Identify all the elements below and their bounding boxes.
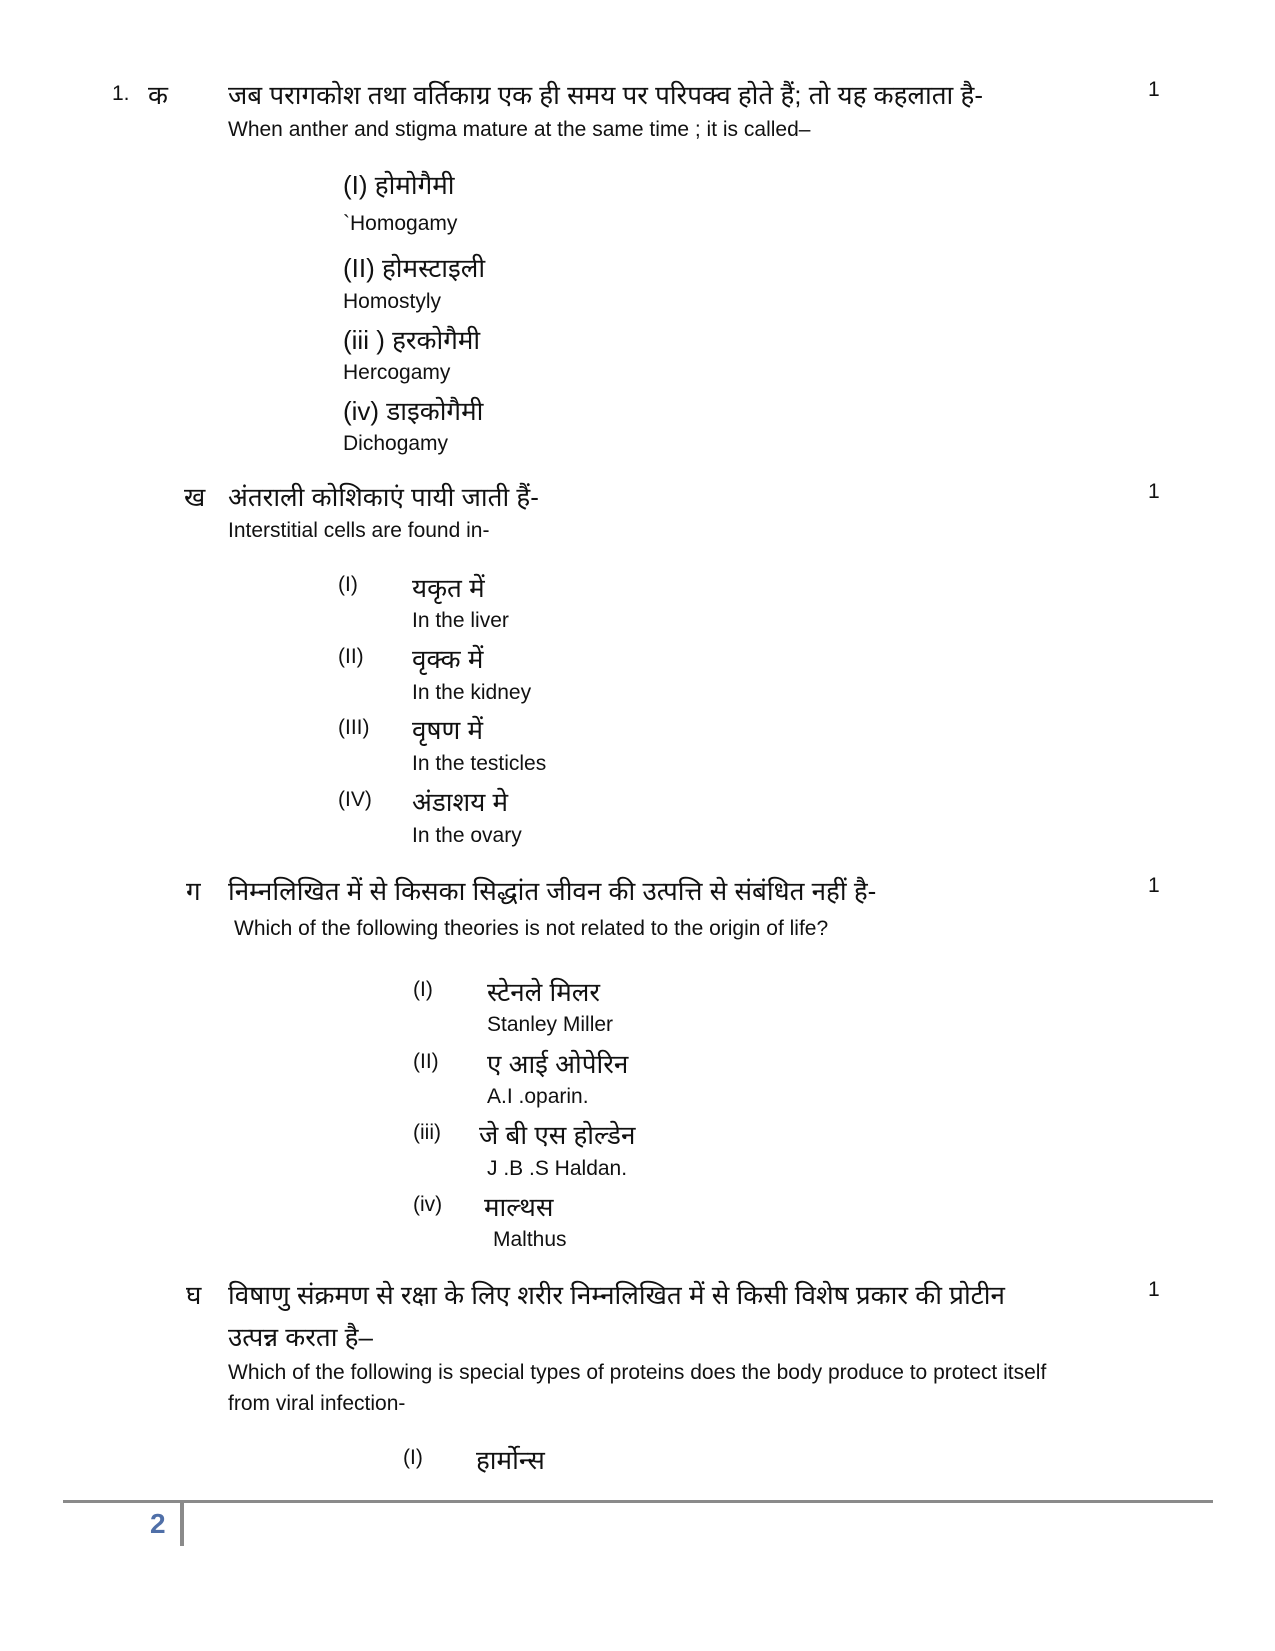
question-label: घ [186, 1280, 202, 1310]
question-text-hindi: निम्नलिखित में से किसका सिद्धांत जीवन की उत्पत्ति से संबंधित नहीं है- [228, 876, 877, 906]
question-text-english: Which of the following is special types of proteins does the body produce to protect itself [228, 1361, 1047, 1384]
option-number: (I) [338, 573, 358, 596]
option-number: (I) [413, 978, 433, 1001]
option-english: In the testicles [412, 752, 547, 775]
page-number: 2 [150, 1508, 166, 1539]
option-english: Hercogamy [343, 361, 451, 384]
question-text-hindi: अंतराली कोशिकाएं पायी जाती हैं- [228, 482, 539, 512]
option-english: A.I .oparin. [487, 1085, 589, 1108]
option-number: (III) [338, 716, 370, 739]
option-english: Malthus [493, 1228, 567, 1251]
option-hindi: स्टेनले मिलर [487, 977, 601, 1007]
question-text-hindi: उत्पन्न करता है– [228, 1322, 373, 1352]
option-english: In the kidney [412, 681, 532, 704]
option-hindi: (I) होमोगैमी [343, 170, 455, 200]
option-number: (II) [413, 1050, 439, 1073]
footer-divider [63, 1500, 1213, 1503]
option-number: (I) [403, 1446, 423, 1469]
option-english: In the liver [412, 609, 509, 632]
question-text-english: Which of the following theories is not related to the origin of life? [234, 917, 829, 940]
option-hindi: यकृत में [412, 573, 485, 603]
option-english: In the ovary [412, 824, 522, 847]
question-number: 1. [112, 82, 130, 105]
option-hindi: अंडाशय मे [412, 787, 509, 817]
option-english: J .B .S Haldan. [487, 1157, 628, 1180]
option-english: `Homogamy [343, 212, 458, 235]
question-label: ख [184, 482, 206, 512]
option-number: (iv) [413, 1193, 443, 1216]
footer-separator [180, 1500, 184, 1546]
question-text-english: Interstitial cells are found in- [228, 519, 490, 542]
option-hindi: (iv) डाइकोगैमी [343, 396, 484, 426]
option-hindi: माल्थस [484, 1192, 554, 1222]
option-number: (iii) [413, 1121, 441, 1144]
option-english: Homostyly [343, 290, 442, 313]
question-text-english: from viral infection- [228, 1392, 406, 1415]
question-text-hindi: विषाणु संक्रमण से रक्षा के लिए शरीर निम्नलिखित में से किसी विशेष प्रकार की प्रोटीन [228, 1280, 1005, 1310]
question-marks: 1 [1148, 78, 1160, 101]
option-hindi: (iii ) हरकोगैमी [343, 325, 481, 355]
option-number: (II) [338, 645, 364, 668]
option-hindi: हार्मोन्स [476, 1445, 545, 1475]
option-english: Stanley Miller [487, 1013, 614, 1036]
option-hindi: (II) होमस्टाइली [343, 253, 486, 283]
question-marks: 1 [1148, 480, 1160, 503]
option-english: Dichogamy [343, 432, 449, 455]
option-number: (IV) [338, 788, 372, 811]
question-text-hindi: जब परागकोश तथा वर्तिकाग्र एक ही समय पर परिपक्व होते हैं; तो यह कहलाता है- [228, 80, 983, 110]
option-hindi: ए आई ओपेरिन [487, 1049, 629, 1079]
question-text-english: When anther and stigma mature at the same time ; it is called– [228, 118, 811, 141]
question-label: क [148, 80, 168, 110]
option-hindi: जे बी एस होल्डेन [479, 1120, 636, 1150]
question-label: ग [186, 876, 201, 906]
question-marks: 1 [1148, 874, 1160, 897]
question-marks: 1 [1148, 1278, 1160, 1301]
option-hindi: वृक्क में [412, 644, 484, 674]
option-hindi: वृषण में [412, 715, 484, 745]
